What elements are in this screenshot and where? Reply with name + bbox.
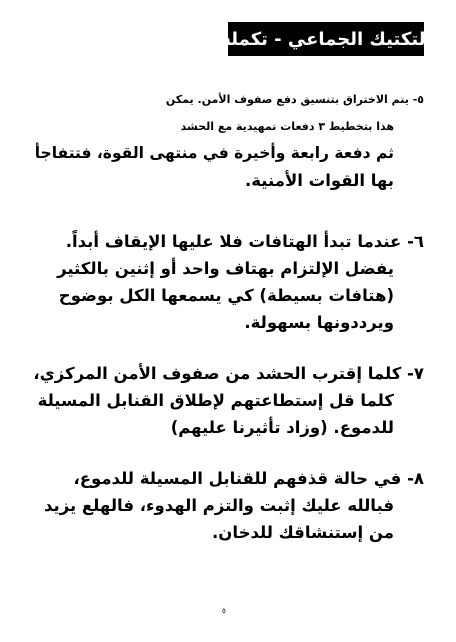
list-item-5-line-1: ٥- يتم الاختراق بتنسيق دفع صفوف الأمن. يمكن bbox=[165, 93, 424, 106]
list-item-6-line-2: يفضل الإلتزام بهتاف واحد أو إثنين بالكثير bbox=[57, 259, 394, 278]
list-item-7 bbox=[33, 360, 424, 441]
list-item-6-line-1: ٦- عندما تبدأ الهتافات فلا عليها الإيقاف أبداً. bbox=[65, 232, 424, 251]
list-item-5-line-4: بها القوات الأمنية. bbox=[245, 171, 394, 190]
page-number: ٥ bbox=[222, 607, 226, 615]
list-item-5 bbox=[35, 86, 424, 194]
list-item-7-line-2: كلما قل إستطاعتهم لإطلاق القنابل المسيلة bbox=[37, 391, 394, 410]
list-item-6-line-3: (هتافات بسيطة) كي يسمعها الكل بوضوح bbox=[58, 286, 394, 305]
list-item-5-line-3: ثم دفعة رابعة وأخيرة في منتهى القوة، فتتفاجأ bbox=[34, 144, 394, 162]
list-item-7-line-1: ٧- كلما إقترب الحشد من صفوف الأمن المركزي، bbox=[33, 364, 424, 383]
list-item-8-line-1: ٨- في حالة قذفهم للقنابل المسيلة للدموع، bbox=[73, 469, 424, 488]
section-title: التكتيك الجماعي - تكملة bbox=[220, 28, 432, 50]
section-title-bar bbox=[220, 22, 432, 56]
list-item-6-line-4: ويرددونها بسهولة. bbox=[244, 313, 394, 332]
list-item-7-line-3: للدموع. (وزاد تأثيرنا عليهم) bbox=[170, 418, 394, 437]
list-item-8-line-3: من إستنشاقك للدخان. bbox=[212, 523, 394, 542]
list-item-8 bbox=[44, 465, 424, 546]
list-item-6 bbox=[57, 228, 424, 336]
list-item-5-line-2: هذا بتخطيط ٣ دفعات تمهيدية مع الحشد bbox=[180, 120, 394, 133]
list-item-8-line-2: فبالله عليك إثبت والتزم الهدوء، فالهلع يزيد bbox=[43, 496, 394, 515]
